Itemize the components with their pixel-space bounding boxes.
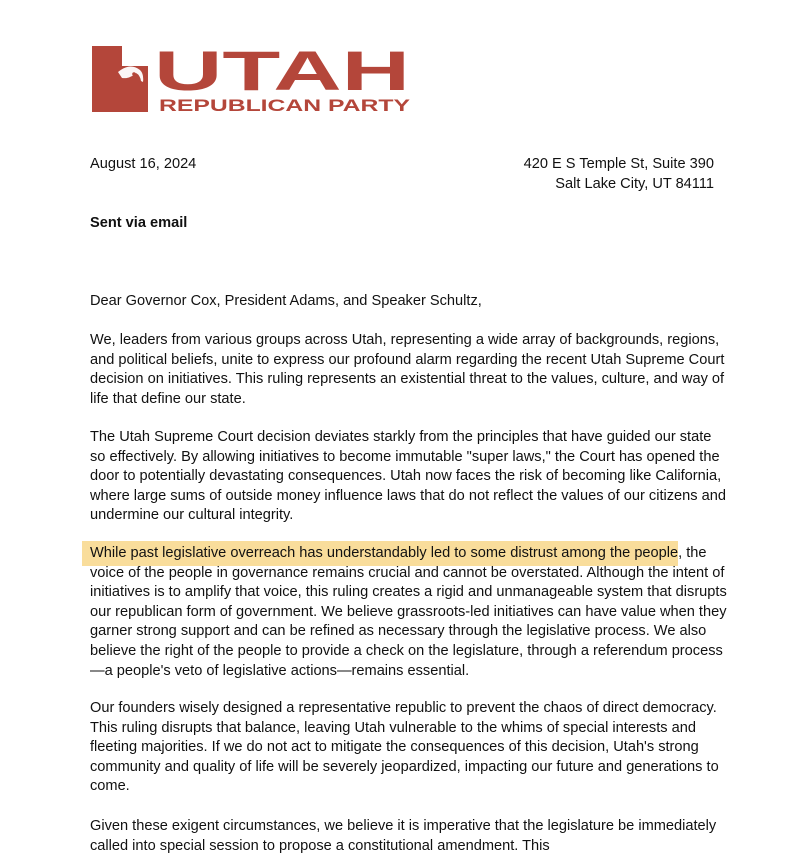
salutation: Dear Governor Cox, President Adams, and Speaker Schultz,: [90, 293, 482, 309]
letter-date: August 16, 2024: [90, 156, 197, 172]
paragraph-2: The Utah Supreme Court decision deviates starkly from the principles that have guided our state so effectively. By allowing initiatives to become immutable "super laws," the Court has opened the door to potentially devastating consequences. Utah now faces the risk of becoming like California, where large sums of outside money influence laws that do not reflect the values of our citizens and undermine our cultural integrity.: [90, 429, 726, 524]
logo-subtitle: REPUBLICAN PARTY: [159, 97, 410, 115]
utah-state-elephant-icon: [92, 46, 148, 112]
address-line-2: Salt Lake City, UT 84111: [555, 175, 714, 192]
logo-wordmark: UTAH: [154, 39, 410, 102]
sender-address: [524, 155, 714, 194]
paragraph-3-rest: , the voice of the people in governance remains crucial and cannot be overstated. Although the intent of initiatives is to amplify that voice, this ruling creates a rigid and unmanageable system that disrupts our republican form of government. We believe grassroots-led initiatives can have value when they garner strong support and can be refined as necessary through the legislative process. We also believe the right of the people to provide a check on the legislature, through a referendum process—a people's veto of legislative actions—remains essential.: [90, 545, 727, 679]
address-line-1: 420 E S Temple St, Suite 390: [523, 156, 714, 172]
paragraph-3: [90, 544, 730, 681]
paragraph-1: We, leaders from various groups across Utah, representing a wide array of backgrounds, regions, and political beliefs, unite to express our profound alarm regarding the recent Utah Supreme Court decision on initiatives. This ruling represents an existential threat to the values, culture, and way of life that define our state.: [90, 332, 725, 407]
paragraph-4: Our founders wisely designed a representative republic to prevent the chaos of direct democracy. This ruling disrupts that balance, leaving Utah vulnerable to the whims of special interests and fleeting majorities. If we do not act to mitigate the consequences of this decision, Utah's strong community and quality of life will be severely jeopardized, impacting our future and generations to come.: [90, 700, 719, 795]
delivery-note: Sent via email: [90, 215, 188, 231]
utah-gop-logo: [92, 39, 412, 115]
paragraph-5: Given these exigent circumstances, we believe it is imperative that the legislature be immediately called into special session to propose a constitutional amendment. This: [90, 818, 717, 854]
highlighted-text: While past legislative overreach has understandably led to some distrust among the people: [90, 541, 678, 566]
